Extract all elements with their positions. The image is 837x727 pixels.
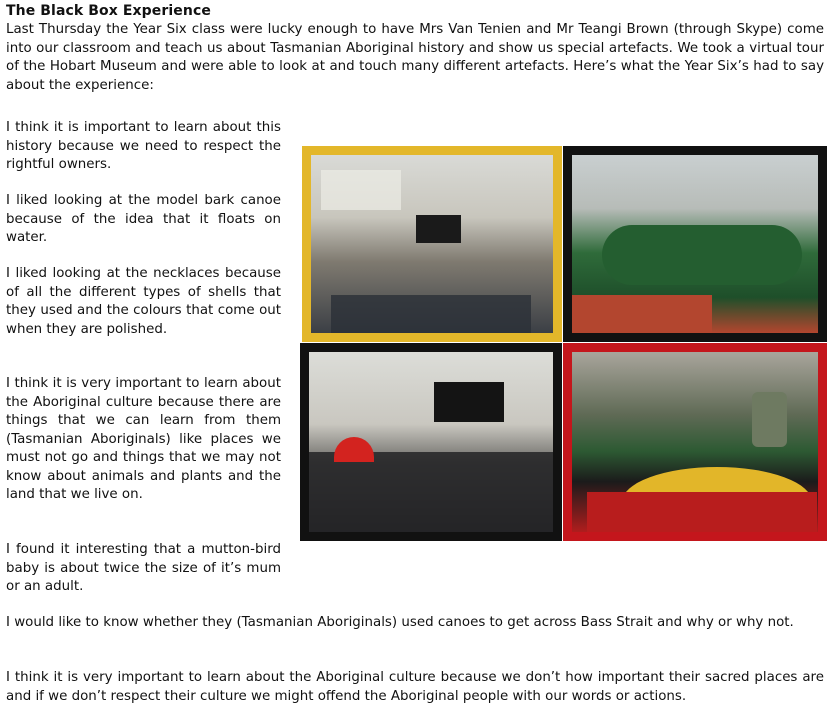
student-quote-2: I liked looking at the model bark canoe because of the idea that it floats on water.: [6, 193, 281, 245]
student-quote-7: I think it is very important to learn about the Aboriginal culture because we don’t how important their sacred places are and if we don’t respect their culture we might offend the Aboriginal people with our words or actions.: [6, 670, 824, 704]
page-title: The Black Box Experience: [6, 3, 211, 19]
classroom-photo-3: [300, 343, 562, 541]
classroom-photo-4: [563, 343, 827, 541]
student-quote-5: I found it interesting that a mutton-bird baby is about twice the size of it’s mum or an adult.: [6, 542, 281, 594]
classroom-photo-1: [302, 146, 562, 342]
student-quote-3: I liked looking at the necklaces because of all the different types of shells that they used and the colours that come out when they are polished.: [6, 266, 281, 337]
intro-paragraph: Last Thursday the Year Six class were lucky enough to have Mrs Van Tenien and Mr Teangi Brown (through Skype) come into our classroom and teach us about Tasmanian Aboriginal history and show us special artefacts. We took a virtual tour of the Hobart Museum and were able to look at and touch many different artefacts. Here’s what the Year Six’s had to say about the experience:: [6, 22, 824, 93]
student-quote-1: I think it is important to learn about this history because we need to respect the rightful owners.: [6, 120, 281, 172]
student-quote-4: I think it is very important to learn about the Aboriginal culture because there are things that we can learn from them (Tasmanian Aboriginals) like places we must not go and things that we may not know about animals and plants and the land that we live on.: [6, 376, 281, 502]
student-quote-6: I would like to know whether they (Tasmanian Aboriginals) used canoes to get across Bass Strait and why or why not.: [6, 615, 794, 630]
classroom-photo-2: [563, 146, 827, 342]
